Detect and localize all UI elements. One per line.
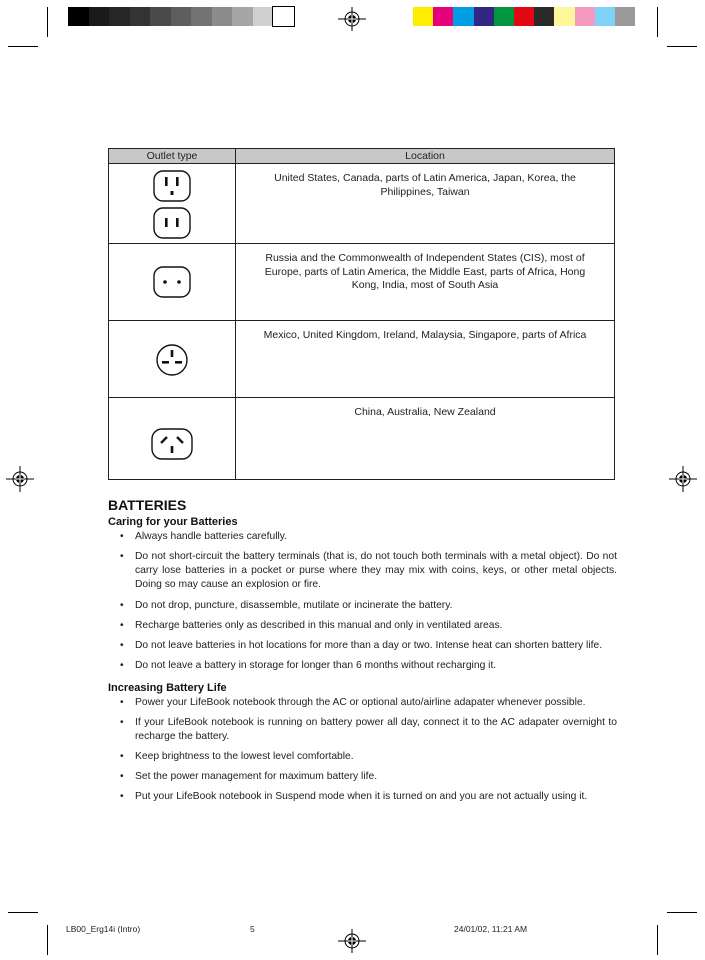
registration-mark-icon: [338, 7, 366, 31]
table-row: [109, 398, 615, 480]
color-swatch: [453, 7, 473, 26]
color-swatch: [68, 7, 89, 26]
list-item: • Do not drop, puncture, disassemble, mutilate or incinerate the battery.: [108, 599, 617, 613]
color-swatch: [494, 7, 514, 26]
crop-mark: [657, 925, 658, 955]
location-header: Location: [236, 149, 615, 164]
list-item: • If your LifeBook notebook is running on battery power all day, connect it to the AC adapater overnight to recharge the battery.: [108, 716, 617, 744]
outlet-icon-cell: [109, 164, 236, 244]
location-cell: United States, Canada, parts of Latin America, Japan, Korea, the Philippines, Taiwan: [236, 164, 615, 244]
crop-mark: [8, 46, 38, 47]
footer-filename: LB00_Erg14i (Intro): [66, 924, 141, 934]
list-item: • Always handle batteries carefully.: [108, 530, 617, 544]
caring-heading: Caring for your Batteries: [108, 516, 238, 528]
registration-mark-icon: [669, 466, 697, 492]
registration-mark-icon: [338, 929, 366, 953]
list-item: • Do not short-circuit the battery terminals (that is, do not touch both terminals with a metal object). Do not carry lose batteries in a pocket or purse where they may mix with coins, keys, or other metal objects. Doing so may cause an explosion or fire.: [108, 550, 617, 592]
color-swatch: [433, 7, 453, 26]
us-outlet-3prong-icon: [152, 169, 192, 203]
location-cell: Russia and the Commonwealth of Independent States (CIS), most of Europe, parts of Latin America, the Middle East, parts of Africa, Hong Kong, India, most of South Asia: [236, 244, 615, 321]
increasing-list: [108, 696, 617, 804]
list-item: • Power your LifeBook notebook through the AC or optional auto/airline adapater whenever possible.: [108, 696, 617, 710]
crop-mark: [667, 46, 697, 47]
footer-timestamp: 24/01/02, 11:21 AM: [454, 924, 528, 934]
crop-mark: [8, 912, 38, 913]
list-item: • Do not leave batteries in hot locations for more than a day or two. Intense heat can shorten battery life.: [108, 639, 617, 653]
location-cell: China, Australia, New Zealand: [236, 398, 615, 480]
crop-mark: [657, 7, 658, 37]
color-swatch: [232, 7, 253, 26]
crop-mark: [667, 912, 697, 913]
list-item: • Keep brightness to the lowest level comfortable.: [108, 750, 617, 764]
color-swatch: [212, 7, 233, 26]
footer-page-number: 5: [250, 924, 255, 934]
color-swatch: [191, 7, 212, 26]
list-item: • Do not leave a battery in storage for longer than 6 months without recharging it.: [108, 659, 617, 673]
color-swatch: [109, 7, 130, 26]
color-swatch: [89, 7, 110, 26]
color-swatch: [554, 7, 574, 26]
outlet-icon-cell: [109, 321, 236, 398]
color-swatch: [575, 7, 595, 26]
color-swatch: [534, 7, 554, 26]
outlet-type-table: [108, 148, 615, 480]
crop-mark: [47, 7, 48, 37]
list-item: • Set the power management for maximum battery life.: [108, 770, 617, 784]
color-swatch: [130, 7, 151, 26]
color-swatch: [474, 7, 494, 26]
table-row: [109, 244, 615, 321]
europlug-outlet-icon: [152, 265, 192, 299]
us-outlet-2prong-icon: [152, 206, 192, 240]
color-swatch: [595, 7, 615, 26]
au-outlet-icon: [150, 427, 194, 461]
color-swatch: [273, 7, 294, 26]
outlet-type-header: Outlet type: [109, 149, 236, 164]
uk-outlet-icon: [154, 342, 190, 378]
color-swatch: [253, 7, 274, 26]
table-row: [109, 321, 615, 398]
color-swatch: [171, 7, 192, 26]
caring-list: [108, 530, 617, 673]
color-swatch: [413, 7, 433, 26]
color-swatch: [615, 7, 635, 26]
list-item: • Recharge batteries only as described in this manual and only in ventilated areas.: [108, 619, 617, 633]
crop-mark: [47, 925, 48, 955]
increasing-heading: Increasing Battery Life: [108, 682, 227, 694]
table-row: [109, 164, 615, 244]
color-swatch: [514, 7, 534, 26]
batteries-title: BATTERIES: [108, 497, 187, 513]
outlet-icon-cell: [109, 244, 236, 321]
list-item: • Put your LifeBook notebook in Suspend mode when it is turned on and you are not actually using it.: [108, 790, 617, 804]
color-swatch: [150, 7, 171, 26]
outlet-icon-cell: [109, 398, 236, 480]
table-header-row: [109, 149, 615, 164]
location-cell: Mexico, United Kingdom, Ireland, Malaysia, Singapore, parts of Africa: [236, 321, 615, 398]
registration-mark-icon: [6, 466, 34, 492]
